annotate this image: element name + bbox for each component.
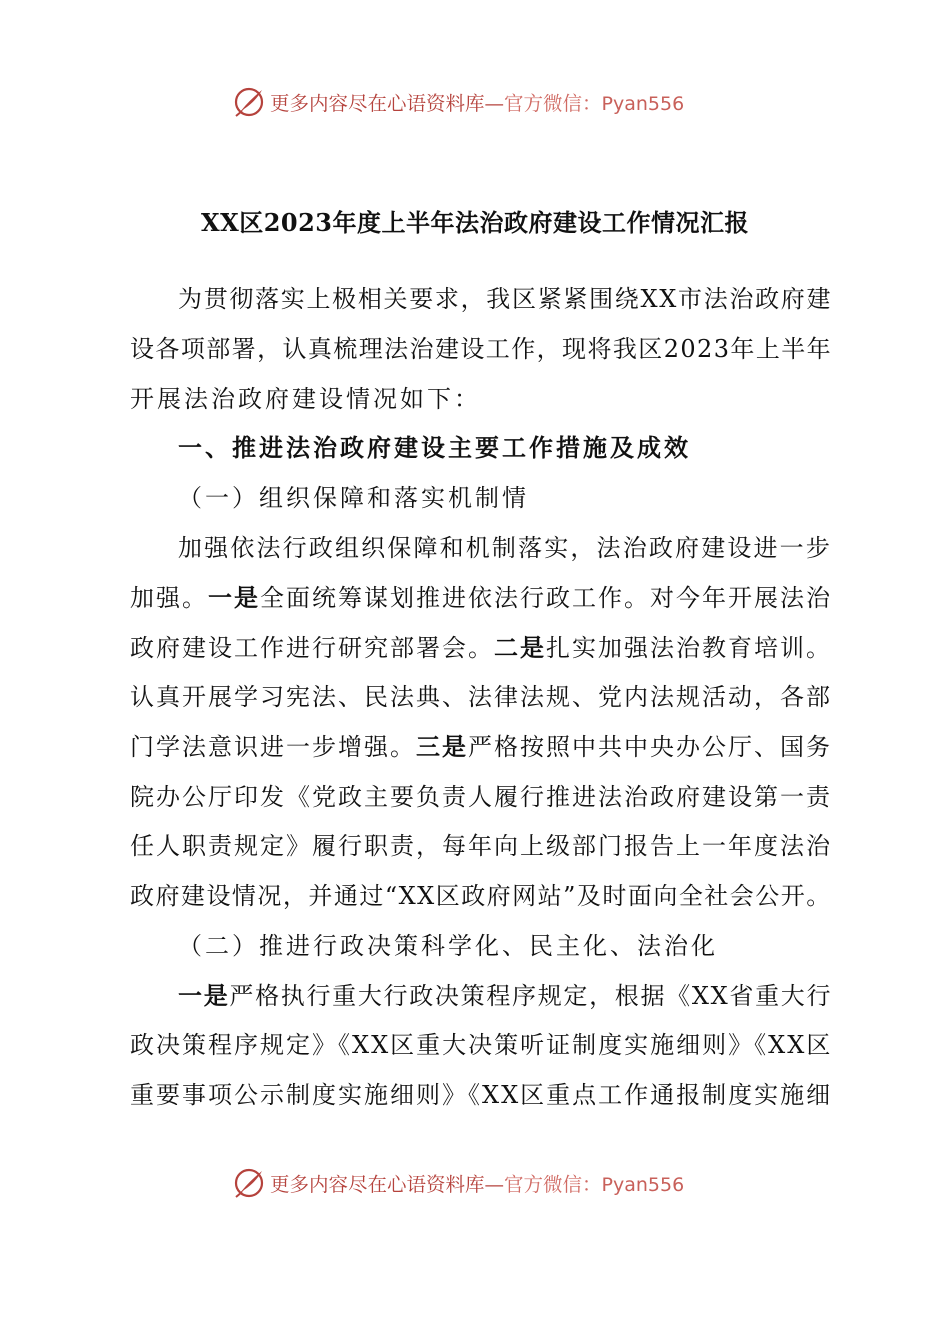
text-run: 严格按照中共中央办公厅、国务 (468, 733, 832, 761)
bold-text-run: 一是 (178, 981, 230, 1010)
text-run: 严格执行重大行政决策程序规定，根据《XX省重大行 (229, 982, 833, 1010)
text-run: 加强。 (130, 584, 208, 612)
body-line-2 (130, 326, 832, 372)
banner-separator: — (484, 1173, 505, 1196)
section-heading-1 (178, 425, 691, 471)
text-run: 设各项部署，认真梳理法治建设工作，现将我区2023年上半年 (130, 335, 833, 363)
banner-text (270, 88, 684, 116)
text-run: 全面统筹谋划推进依法行政工作。对今年开展法治 (260, 584, 832, 612)
body-line-12 (130, 823, 832, 869)
text-run: 政决策程序规定》《XX区重大决策听证制度实施细则》《XX区 (130, 1031, 833, 1059)
header-banner (0, 82, 950, 122)
banner-content (232, 82, 684, 122)
subsection-heading-2 (178, 923, 718, 969)
banner-wechat-label: 官方微信： (504, 92, 602, 115)
banner-content (232, 1163, 684, 1203)
text-run: 政府建设情况，并通过“XX区政府网站”及时面向全社会公开。 (130, 882, 832, 910)
text-run: 门学法意识进一步增强。 (130, 733, 416, 761)
body-line-6 (178, 525, 832, 571)
body-line-16 (130, 1022, 832, 1068)
body-line-3 (130, 376, 481, 422)
text-run: （一）组织保障和落实机制情 (178, 484, 529, 512)
banner-wechat-id: Pyan556 (601, 1174, 685, 1196)
body-line-1 (178, 276, 832, 322)
text-run: 扎实加强法治教育培训。 (546, 634, 832, 662)
banner-main-text: 更多内容尽在心语资料库 (270, 92, 485, 115)
banner-wechat-label: 官方微信： (504, 1173, 602, 1196)
quill-pen-logo-icon (232, 1166, 266, 1200)
body-line-15 (178, 973, 832, 1019)
bold-text-run: 二是 (494, 633, 546, 662)
text-run: 重要事项公示制度实施细则》《XX区重点工作通报制度实施细 (130, 1081, 833, 1109)
bold-text-run: 一、推进法治政府建设主要工作措施及成效 (178, 433, 691, 462)
quill-pen-logo-icon (232, 85, 266, 119)
banner-text (270, 1169, 684, 1197)
banner-main-text: 更多内容尽在心语资料库 (270, 1173, 485, 1196)
body-line-10 (130, 724, 832, 770)
body-line-17 (130, 1072, 832, 1118)
text-run: 开展法治政府建设情况如下： (130, 385, 481, 413)
bold-text-run: 三是 (416, 732, 468, 761)
banner-wechat-id: Pyan556 (601, 93, 685, 115)
document-title: XX区2023年度上半年法治政府建设工作情况汇报 (200, 208, 750, 237)
text-run: 任人职责规定》履行职责，每年向上级部门报告上一年度法治 (130, 832, 832, 860)
text-run: 政府建设工作进行研究部署会。 (130, 634, 494, 662)
text-run: 认真开展学习宪法、民法典、法律法规、党内法规活动，各部 (130, 683, 832, 711)
body-line-13 (130, 873, 832, 919)
text-run: 为贯彻落实上极相关要求，我区紧紧围绕XX市法治政府建 (178, 285, 833, 313)
bold-text-run: 一是 (208, 583, 260, 612)
text-run: （二）推进行政决策科学化、民主化、法治化 (178, 932, 718, 960)
body-line-9 (130, 674, 832, 720)
body-line-11 (130, 774, 832, 820)
body-line-7 (130, 575, 832, 621)
footer-banner (0, 1163, 950, 1203)
text-run: 院办公厅印发《党政主要负责人履行推进法治政府建设第一责 (130, 783, 832, 811)
banner-separator: — (484, 92, 505, 115)
body-line-8 (130, 625, 832, 671)
text-run: 加强依法行政组织保障和机制落实，法治政府建设进一步 (178, 534, 832, 562)
subsection-heading-1 (178, 475, 529, 521)
